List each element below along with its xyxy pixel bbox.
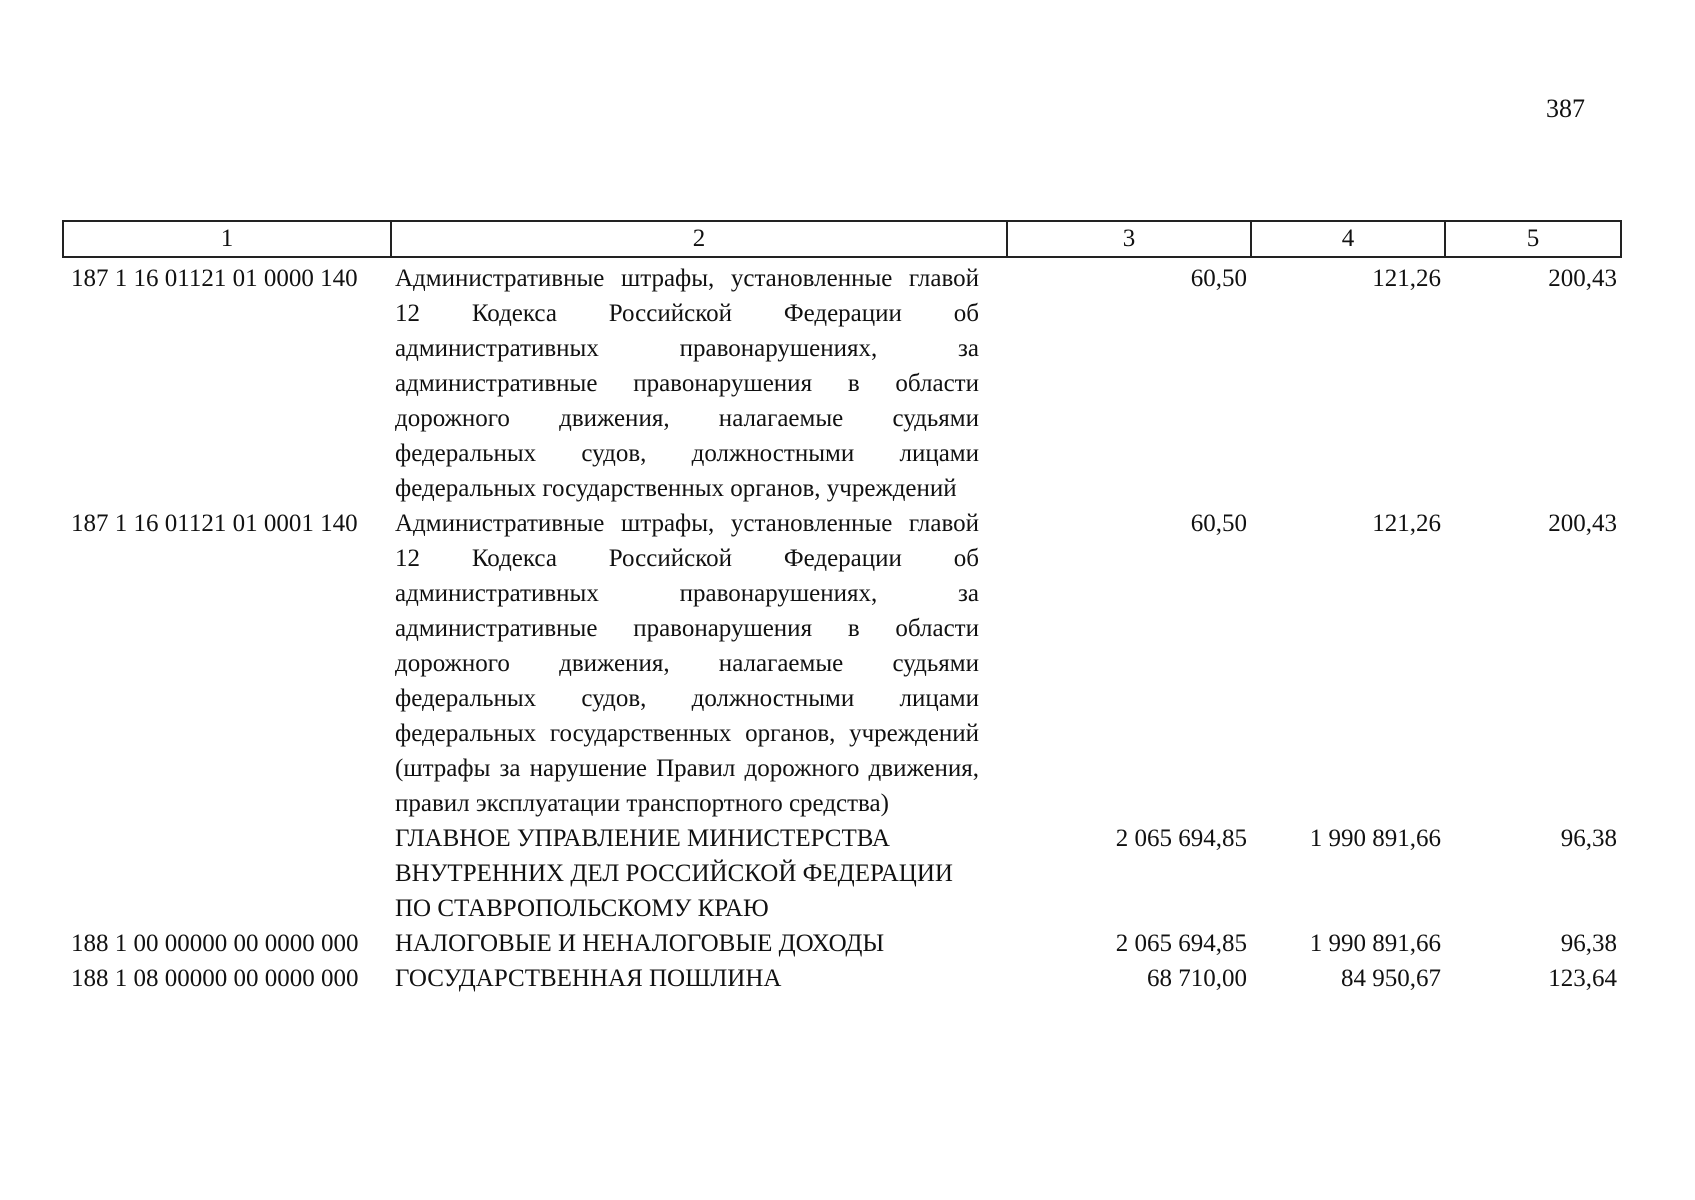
row-description: ГОСУДАРСТВЕННАЯ ПОШЛИНА	[395, 965, 782, 992]
row-description: Административные штрафы, установленные главой 12 Кодекса Российской Федерации об административных правонарушениях, за административные правонарушения в области дорожного движения, налагаемые судьями федеральных судов, должностными лицами федеральных государственных органов, учреждений	[395, 265, 979, 502]
column-header-2: 2	[391, 221, 1007, 257]
budget-table	[62, 220, 1622, 996]
row-description: НАЛОГОВЫЕ И НЕНАЛОГОВЫЕ ДОХОДЫ	[395, 930, 885, 957]
row-value-col5: 200,43	[1548, 265, 1617, 292]
row-value-col4: 1 990 891,66	[1309, 825, 1441, 852]
row-value-col5: 200,43	[1548, 510, 1617, 537]
row-value-col3: 2 065 694,85	[1115, 825, 1247, 852]
row-value-col5: 96,38	[1560, 930, 1617, 957]
column-header-5: 5	[1445, 221, 1621, 257]
table-row	[63, 926, 1621, 961]
row-value-col3: 60,50	[1190, 510, 1247, 537]
column-header-1: 1	[63, 221, 391, 257]
table-row	[63, 961, 1621, 996]
column-header-4: 4	[1251, 221, 1445, 257]
row-description: Административные штрафы, установленные главой 12 Кодекса Российской Федерации об административных правонарушениях, за административные правонарушения в области дорожного движения, налагаемые судьями федеральных судов, должностными лицами федеральных государственных органов, учреждений (штрафы за нарушение Правил дорожного движения, правил эксплуатации транспортного средства)	[395, 510, 979, 817]
row-value-col4: 121,26	[1372, 510, 1441, 537]
row-code	[63, 821, 391, 926]
row-value-col3: 68 710,00	[1147, 965, 1247, 992]
row-value-col4: 1 990 891,66	[1309, 930, 1441, 957]
row-code: 188 1 00 00000 00 0000 000	[71, 930, 359, 957]
row-value-col5: 123,64	[1548, 965, 1617, 992]
column-header-3: 3	[1007, 221, 1251, 257]
table-row	[63, 257, 1621, 506]
row-code: 188 1 08 00000 00 0000 000	[71, 965, 359, 992]
row-value-col5: 96,38	[1560, 825, 1617, 852]
row-value-col3: 2 065 694,85	[1115, 930, 1247, 957]
row-value-col4: 121,26	[1372, 265, 1441, 292]
page-number: 387	[1546, 94, 1585, 123]
table-row	[63, 506, 1621, 821]
row-value-col3: 60,50	[1190, 265, 1247, 292]
row-code: 187 1 16 01121 01 0000 140	[71, 265, 358, 292]
table-header-row	[63, 221, 1621, 257]
table-row	[63, 821, 1621, 926]
row-code: 187 1 16 01121 01 0001 140	[71, 510, 358, 537]
row-value-col4: 84 950,67	[1341, 965, 1441, 992]
row-description: ГЛАВНОЕ УПРАВЛЕНИЕ МИНИСТЕРСТВА ВНУТРЕННИХ ДЕЛ РОССИЙСКОЙ ФЕДЕРАЦИИ ПО СТАВРОПОЛЬСКОМУ КРАЮ	[395, 825, 953, 922]
